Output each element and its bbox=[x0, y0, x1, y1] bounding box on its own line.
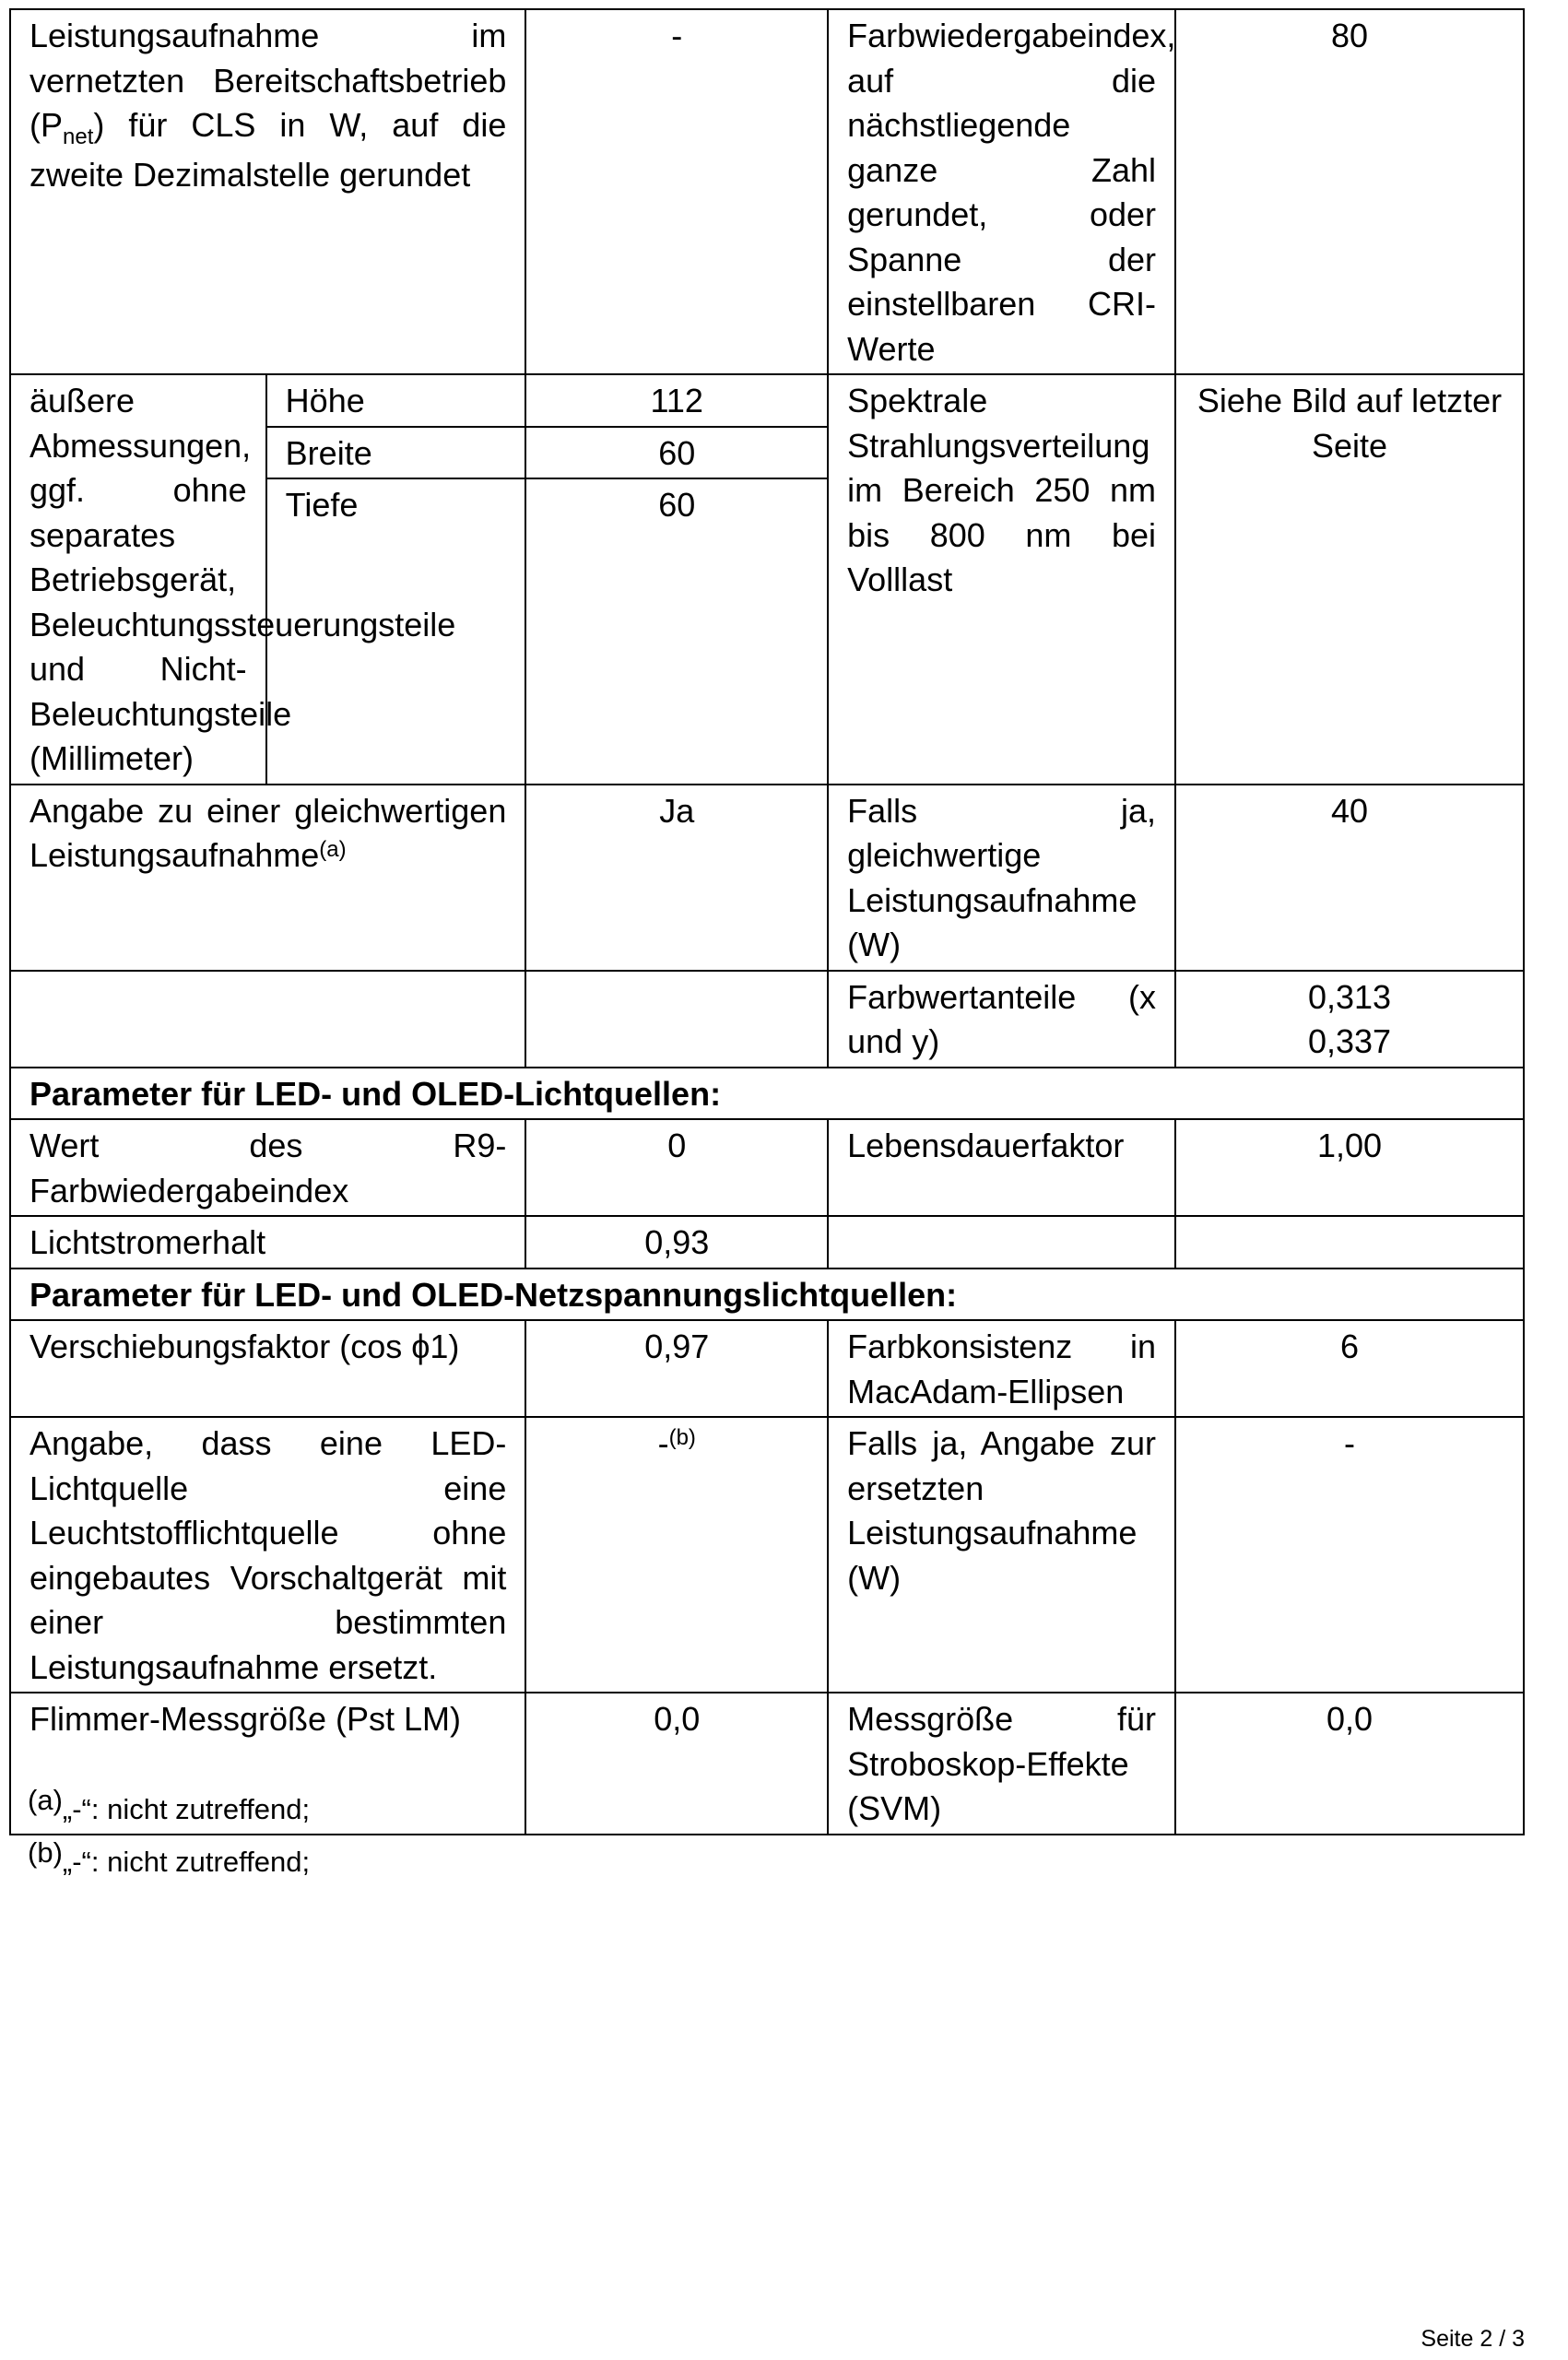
replacement-value: -$^{(b)}$ bbox=[525, 1417, 828, 1693]
footnote-a-mark: (a) bbox=[28, 1784, 63, 1816]
footnote-b-text: „-“: nicht zutreffend; bbox=[62, 1846, 311, 1878]
displacement-label: Verschiebungsfaktor (cos ϕ1) bbox=[10, 1320, 525, 1417]
lifetime-factor-value: 1,00 bbox=[1175, 1119, 1524, 1216]
stroboscopic-label: Messgröße für Stroboskop-Effekte (SVM) bbox=[828, 1693, 1175, 1835]
table-row-chromaticity bbox=[10, 971, 1524, 1068]
page-number: Seite 2 / 3 bbox=[1421, 2326, 1525, 2352]
replaced-power-label: Falls ja, Angabe zur ersetzten Leistungsaufnahme (W) bbox=[828, 1417, 1175, 1693]
spectral-distribution-label: Spektrale Strahlungsverteilung im Bereich 250 nm bis 800 nm bei Volllast bbox=[828, 374, 1175, 785]
r9-label: Wert des R9-Farbwiedergabeindex bbox=[10, 1119, 525, 1216]
lumen-maintenance-value: 0,93 bbox=[525, 1216, 828, 1268]
colour-consistency-label: Farbkonsistenz in MacAdam-Ellipsen bbox=[828, 1320, 1175, 1417]
chromaticity-x: 0,313 bbox=[1307, 977, 1392, 1016]
cri-label: Farbwiedergabeindex, auf die nächstliegende ganze Zahl gerundet, oder Spanne der einstellbaren CRI-Werte bbox=[828, 9, 1175, 374]
chromaticity-value bbox=[1175, 971, 1524, 1068]
height-label: Höhe bbox=[266, 374, 526, 427]
dimensions-label: äußere Abmessungen, ggf. ohne separates Betriebsgerät, Beleuchtungssteuerungsteile und Nicht-Beleuchtungsteile (Millimeter) bbox=[10, 374, 266, 785]
spectral-distribution-value: Siehe Bild auf letzter Seite bbox=[1175, 374, 1524, 785]
lifetime-factor-label: Lebensdauerfaktor bbox=[828, 1119, 1175, 1216]
width-label: Breite bbox=[266, 427, 526, 479]
empty-cell bbox=[525, 971, 828, 1068]
table-row-standby-power bbox=[10, 9, 1524, 374]
table-row-r9 bbox=[10, 1119, 1524, 1216]
standby-power-value: - bbox=[525, 9, 828, 374]
section-title-led: Parameter für LED- und OLED-Lichtquellen: bbox=[10, 1068, 1524, 1120]
stroboscopic-value: 0,0 bbox=[1175, 1693, 1524, 1835]
table-row-displacement bbox=[10, 1320, 1524, 1417]
displacement-value: 0,97 bbox=[525, 1320, 828, 1417]
subscript-net: net bbox=[63, 124, 94, 149]
footnote-mark-b: (b) bbox=[668, 1425, 696, 1450]
empty-cell bbox=[1175, 1216, 1524, 1268]
chromaticity-label: Farbwertanteile (x und y) bbox=[828, 971, 1175, 1068]
lumen-maintenance-label: Lichtstromerhalt bbox=[10, 1216, 525, 1268]
table-row-replacement bbox=[10, 1417, 1524, 1693]
table-row-lumen-maintenance bbox=[10, 1216, 1524, 1268]
flicker-value: 0,0 bbox=[525, 1693, 828, 1835]
equivalent-power-watt-label: Falls ja, gleichwertige Leistungsaufnahme (W) bbox=[828, 785, 1175, 971]
footnote-a bbox=[28, 1782, 311, 1825]
section-header-mains bbox=[10, 1268, 1524, 1321]
depth-label: Tiefe bbox=[266, 478, 526, 784]
empty-cell bbox=[828, 1216, 1175, 1268]
standby-power-label: Leistungsaufnahme im vernetzten Bereitschaftsbetrieb $(P_{net})$ für CLS in W, auf die zweite Dezimalstelle gerundet bbox=[10, 9, 525, 374]
equivalent-power-label: Angabe zu einer gleichwertigen Leistungsaufnahme$^{(a)}$ bbox=[10, 785, 525, 971]
section-header-led bbox=[10, 1068, 1524, 1120]
flicker-label: Flimmer-Messgröße (Pst LM) bbox=[10, 1693, 525, 1835]
footnote-mark-a: (a) bbox=[319, 837, 347, 862]
table-row-dimensions-height bbox=[10, 374, 1524, 427]
footnote-b-mark: (b) bbox=[28, 1836, 63, 1869]
height-value: 112 bbox=[525, 374, 828, 427]
product-info-table bbox=[9, 8, 1525, 1835]
equivalent-power-watt-value: 40 bbox=[1175, 785, 1524, 971]
section-title-mains: Parameter für LED- und OLED-Netzspannungslichtquellen: bbox=[10, 1268, 1524, 1321]
width-value: 60 bbox=[525, 427, 828, 479]
r9-value: 0 bbox=[525, 1119, 828, 1216]
depth-value: 60 bbox=[525, 478, 828, 784]
replaced-power-value: - bbox=[1175, 1417, 1524, 1693]
colour-consistency-value: 6 bbox=[1175, 1320, 1524, 1417]
cri-value: 80 bbox=[1175, 9, 1524, 374]
footnote-a-text: „-“: nicht zutreffend; bbox=[62, 1793, 311, 1825]
empty-cell bbox=[10, 971, 525, 1068]
replacement-label: Angabe, dass eine LED-Lichtquelle eine Leuchtstofflichtquelle ohne eingebautes Vorschaltgerät mit einer bestimmten Leistungsaufnahme ersetzt. bbox=[10, 1417, 525, 1693]
chromaticity-y: 0,337 bbox=[1307, 1022, 1392, 1060]
equivalent-power-value: Ja bbox=[525, 785, 828, 971]
footnote-b bbox=[28, 1835, 311, 1878]
table-row-equivalent-power bbox=[10, 785, 1524, 971]
